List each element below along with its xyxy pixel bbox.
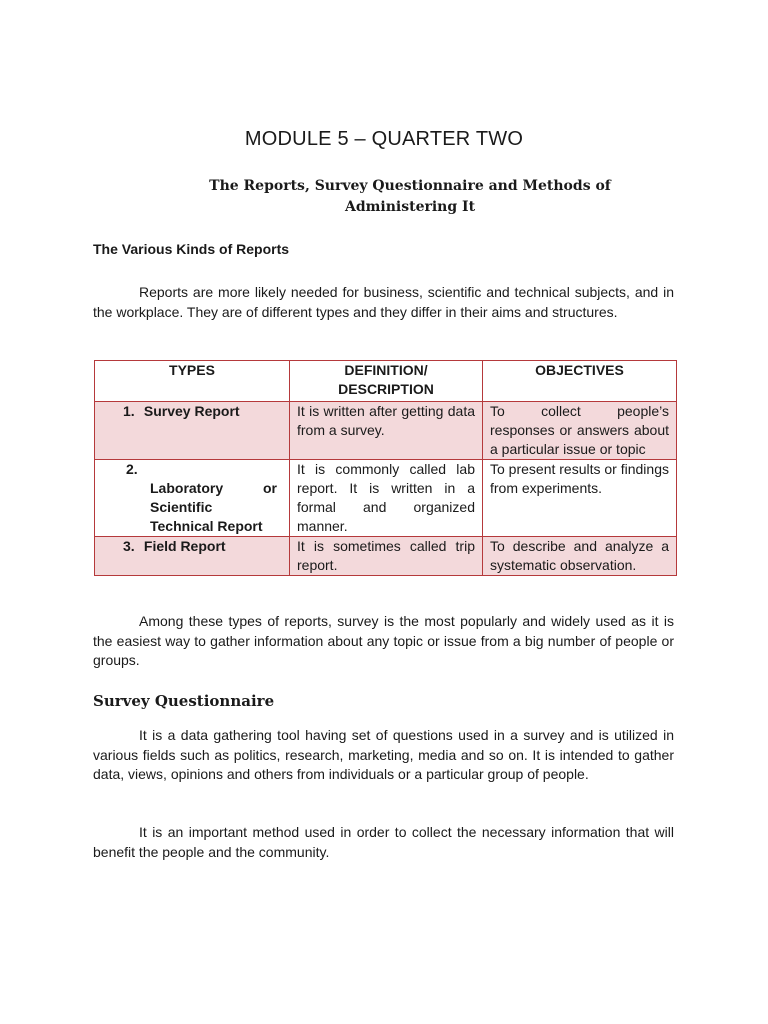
intro-paragraph: Reports are more likely needed for business, scientific and technical subjects, and in the workplace. They are of different types and they differ in their aims and structures. <box>93 284 674 320</box>
objective-cell: To present results or findings from experiments. <box>483 460 677 537</box>
subtitle-line-2: Administering It <box>344 199 476 215</box>
report-types-table <box>94 360 677 576</box>
section-heading-reports: The Various Kinds of Reports <box>93 241 290 257</box>
survey-paragraph-1: It is a data gathering tool having set of questions used in a survey and is utilized in various fields such as politics, research, marketing, media and so on. It is intended to gather data, views, opinions and others from individuals or a particular group of people. <box>93 727 674 782</box>
page-title: MODULE 5 – QUARTER TWO <box>244 128 524 150</box>
after-table-paragraph: Among these types of reports, survey is the most popularly and widely used as it is the easiest way to gather information about any topic or issue from a big number of people or groups. <box>93 613 674 668</box>
header-types: TYPES <box>95 361 290 402</box>
table-row <box>95 537 677 576</box>
objective-cell: To describe and analyze a systematic observation. <box>483 537 677 576</box>
header-objectives: OBJECTIVES <box>483 361 677 402</box>
table-header-row <box>95 361 677 402</box>
type-cell <box>95 460 290 537</box>
type-cell <box>95 537 290 576</box>
objective-cell: To collect people’s responses or answers about a particular issue or topic <box>483 402 677 460</box>
type-label: Survey Report <box>143 403 240 419</box>
subtitle-line-1: The Reports, Survey Questionnaire and Methods of <box>209 178 611 194</box>
type-cell <box>95 402 290 460</box>
type-number: 1. <box>123 403 135 419</box>
document-subtitle <box>170 176 650 218</box>
type-number: 3. <box>123 538 135 554</box>
header-definition: DEFINITION/ DESCRIPTION <box>290 361 483 402</box>
type-label: Laboratory or Scientific Technical Report <box>150 480 277 534</box>
survey-paragraph-2: It is an important method used in order to collect the necessary information that will benefit the people and the community. <box>93 824 674 860</box>
definition-cell: It is commonly called lab report. It is written in a formal and organized manner. <box>290 460 483 537</box>
table-row <box>95 460 677 537</box>
table-row <box>95 402 677 460</box>
section-heading-survey-questionnaire: Survey Questionnaire <box>93 692 275 710</box>
type-number: 2. <box>126 461 138 477</box>
definition-cell: It is written after getting data from a survey. <box>290 402 483 460</box>
type-label: Field Report <box>143 538 226 554</box>
definition-cell: It is sometimes called trip report. <box>290 537 483 576</box>
